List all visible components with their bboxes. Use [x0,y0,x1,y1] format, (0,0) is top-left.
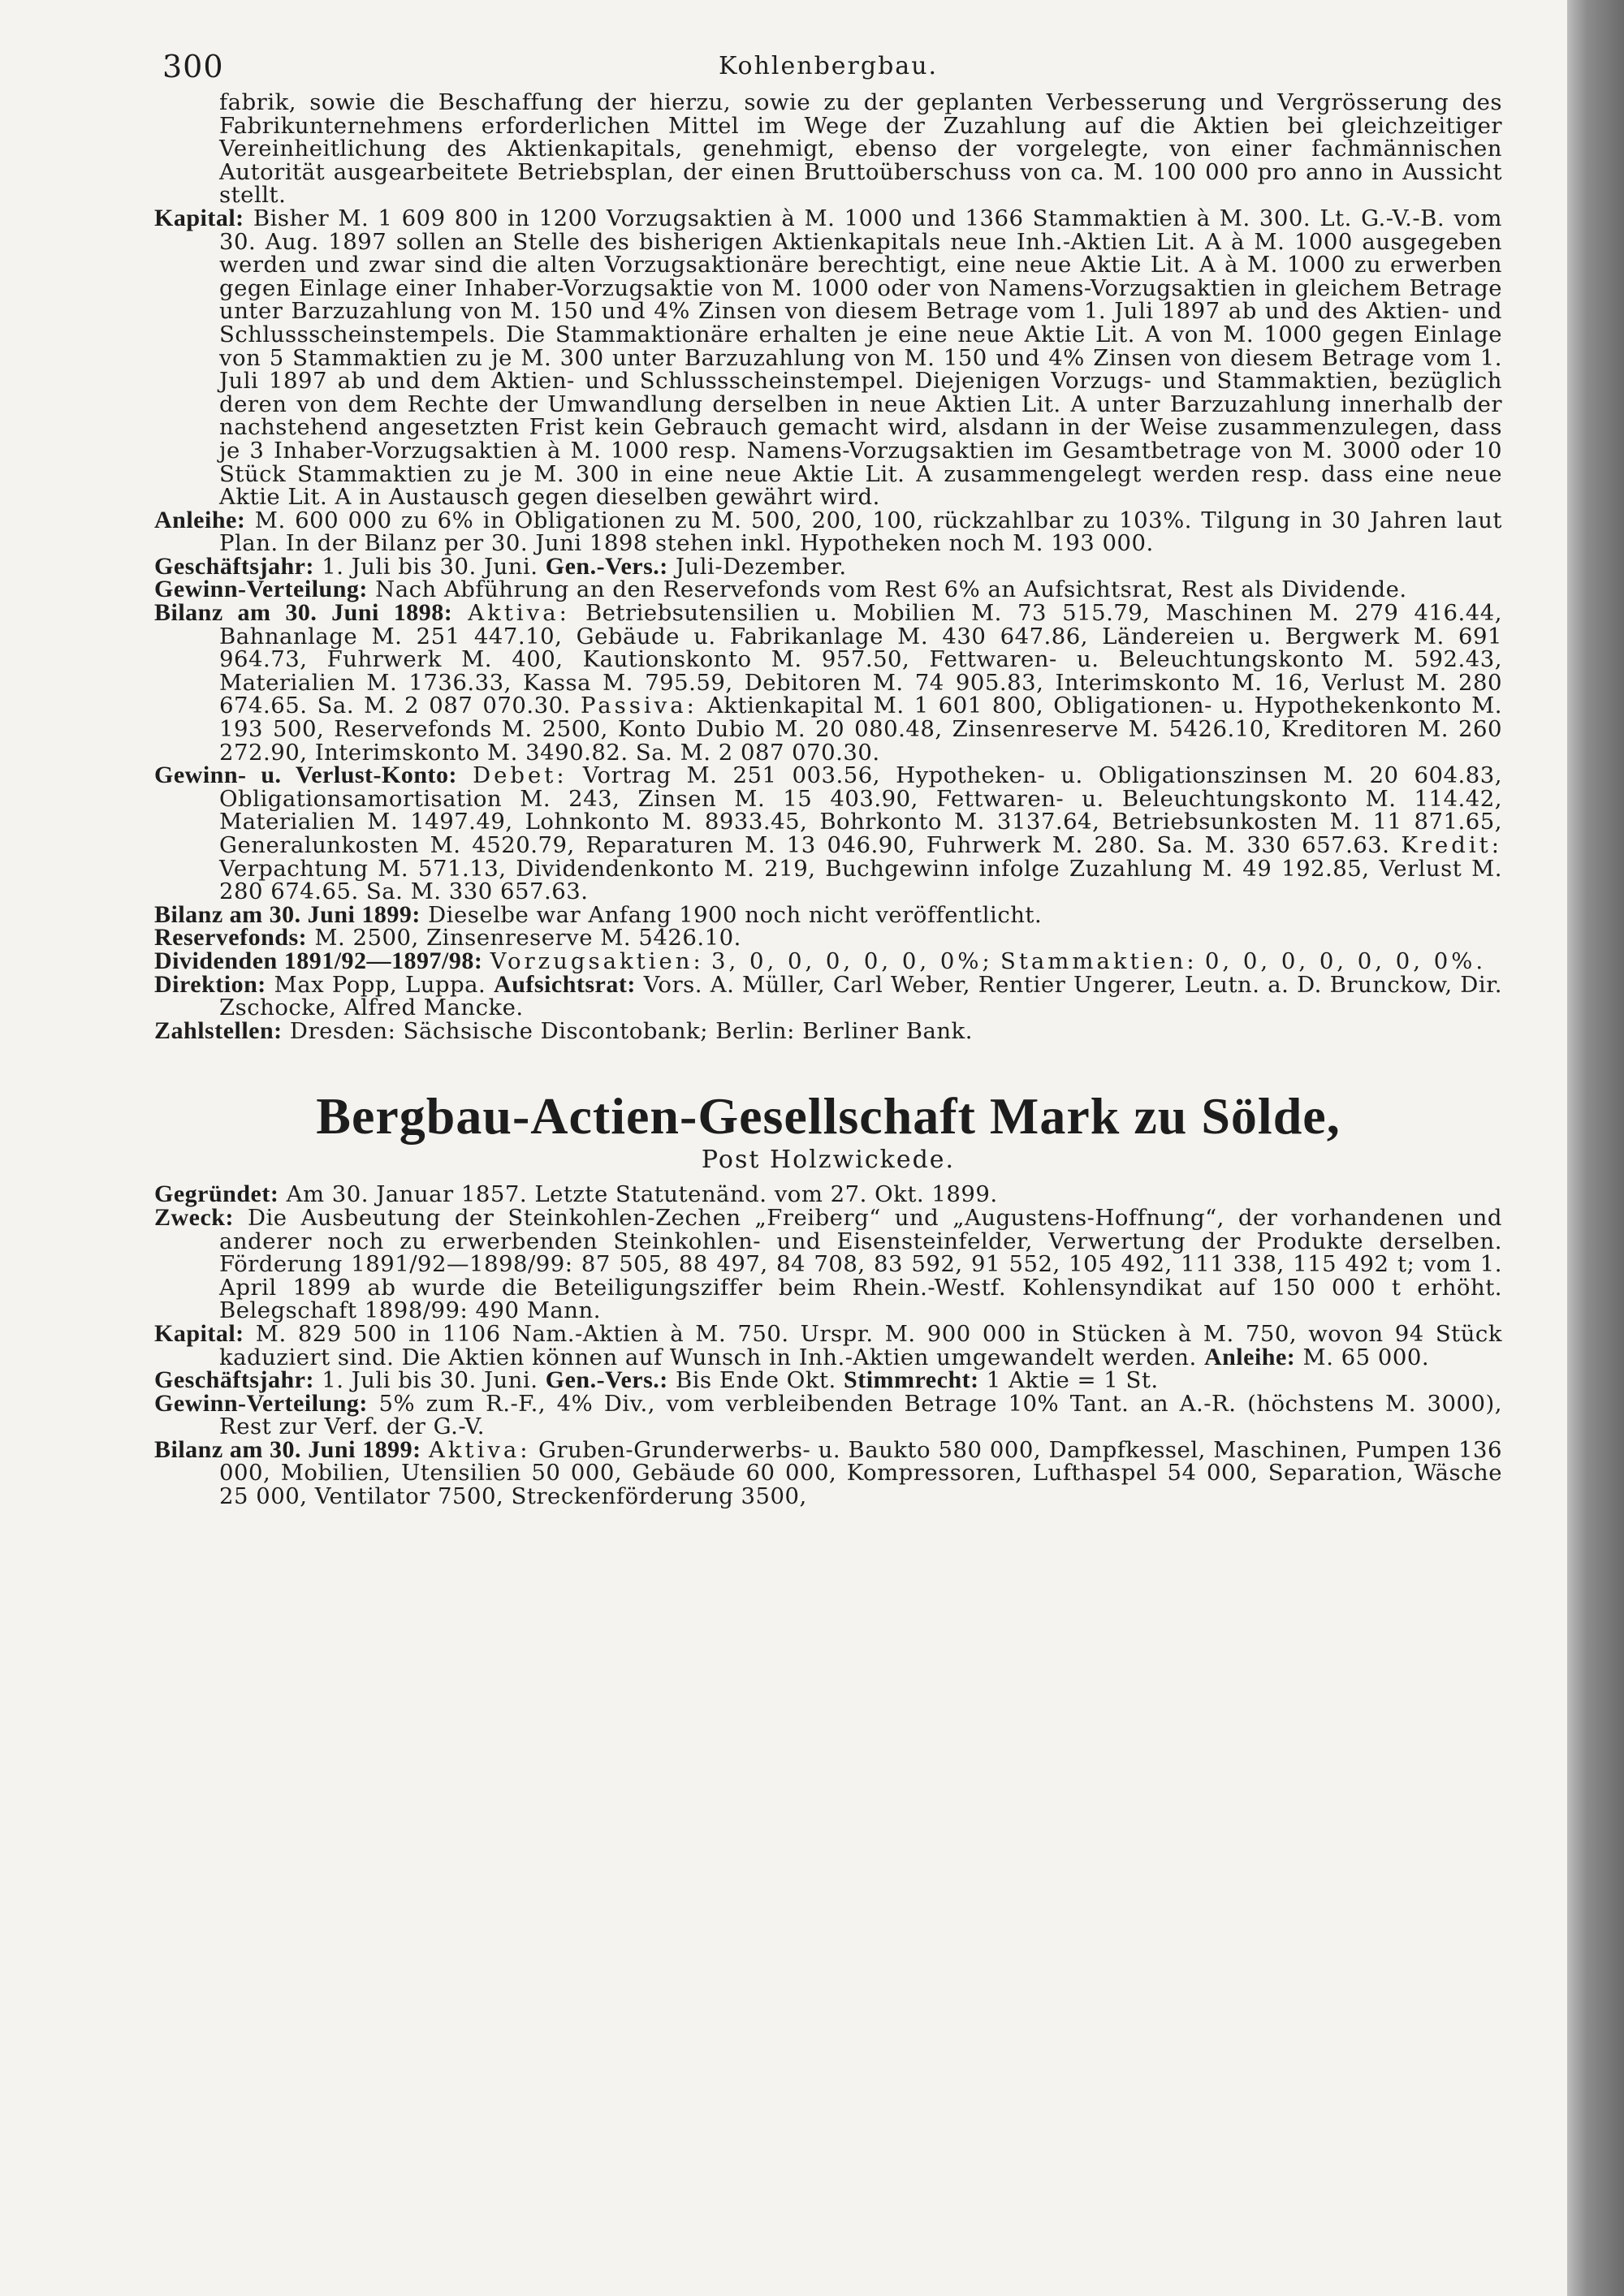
kapital-section: Kapital: Bisher M. 1 609 800 in 1200 Vorzugsaktien à M. 1000 und 1366 Stammaktien à M. 300. Lt. G.-V.-B. vom 30. Aug. 1897 sollen an Stelle des bisherigen Aktienkapitals neue Inh.-Aktien Lit. A à M. 1000 ausgegeben werden und zwar sind die alten Vorzugsaktionäre berechtigt, eine neue Aktie Lit. A à M. 1000 zu erwerben gegen Einlage einer Inhaber-Vorzugsaktie von M. 1000 oder von Namens-Vorzugsaktien in gleichem Betrage unter Barzuzahlung von M. 150 und 4% Zinsen von diesem Betrage vom 1. Juli 1897 ab und des Aktien- und Schlussscheinstempels. Die Stammaktionäre erhalten je eine neue Aktie Lit. A von M. 1000 gegen Einlage von 5 Stammaktien zu je M. 300 unter Barzuzahlung von M. 150 und 4% Zinsen von diesem Betrage vom 1. Juli 1897 ab und dem Aktien- und Schlussscheinstempel. Diejenigen Vorzugs- und Stammaktien, bezüglich deren von dem Rechte der Umwandlung derselben in neue Aktien Lit. A unter Barzuzahlung innerhalb der nachstehend angesetzten Frist kein Gebrauch gemacht wird, alsdann in der Weise zusammenzulegen, dass je 3 Inhaber-Vorzugsaktien à M. 1000 resp. Namens-Vorzugsaktien im Gesamtbetrage von M. 3000 oder 10 Stück Stammaktien zu je M. 300 in eine neue Aktie Lit. A zusammengelegt werden resp. dass eine neue Aktie Lit. A in Austausch gegen dieselben gewährt wird. [154,204,1502,511]
geschaeftsjahr-section: Geschäftsjahr: 1. Juli bis 30. Juni. Gen.-Vers.: Juli-Dezember. [154,552,847,580]
page [154,49,1502,1508]
zahlstellen-section: Zahlstellen: Dresden: Sächsische Discontobank; Berlin: Berliner Bank. [154,1016,973,1044]
scan-edge-shadow [1567,0,1624,2296]
gegruendet-section: Gegründet: Am 30. Januar 1857. Letzte Statutenänd. vom 27. Okt. 1899. [154,1180,998,1208]
reservefonds-section: Reservefonds: M. 2500, Zinsenreserve M. 5426.10. [154,924,741,952]
anleihe-section: Anleihe: M. 600 000 zu 6% in Obligationen zu M. 500, 200, 100, rückzahlbar zu 103%. Tilgung in 30 Jahren laut Plan. In der Bilanz per 30. Juni 1898 stehen inkl. Hypotheken noch M. 193 000. [154,506,1502,557]
bilanz-1898-section: Bilanz am 30. Juni 1898: Aktiva: Betriebsutensilien u. Mobilien M. 73 515.79, Maschinen M. 279 416.44, Bahnanlage M. 251 447.10, Gebäude u. Fabrikanlage M. 430 647.86, Ländereien u. Bergwerk M. 691 964.73, Fuhrwerk M. 400, Kautionskonto M. 957.50, Fettwaren- u. Beleuchtungskonto M. 592.43, Materialien M. 1736.33, Kassa M. 795.59, Debitoren M. 74 905.83, Interimskonto M. 16, Verlust M. 280 674.65. Sa. M. 2 087 070.30. Passiva: Aktienkapital M. 1 601 800, Obligationen- u. Hypothekenkonto M. 193 500, Reservefonds M. 2500, Konto Dubio M. 20 080.48, Zinsenreserve M. 5426.10, Kreditoren M. 260 272.90, Interimskonto M. 3490.82. Sa. M. 2 087 070.30. [154,599,1502,766]
company-kapital-section: Kapital: M. 829 500 in 1106 Nam.-Aktien à M. 750. Urspr. M. 900 000 in Stücken à M. 750, wovon 94 Stück kaduziert sind. Die Aktien können auf Wunsch in Inh.-Aktien umgewandelt werden. Anleihe: M. 65 000. [154,1319,1502,1370]
continuation-text: fabrik, sowie die Beschaffung der hierzu, sowie zu der geplanten Verbesserung und Vergrösserung des Fabrikunternehmens erforderlichen Mittel im Wege der Zuzahlung auf die Aktien bei gleichzeitiger Vereinheitlichung des Aktienkapitals, genehmigt, ebenso der vorgelegte, von einer fachmännischen Autorität ausgearbeitete Betriebsplan, der einen Bruttoüberschuss von ca. M. 100 000 pro anno in Aussicht stellt. [219,89,1502,209]
running-head [154,49,1502,91]
company-geschaeftsjahr-section: Geschäftsjahr: 1. Juli bis 30. Juni. Gen.-Vers.: Bis Ende Okt. Stimmrecht: 1 Aktie = 1 St. [154,1366,1159,1394]
company-bilanz-section: Bilanz am 30. Juni 1899: Aktiva: Gruben-Grunderwerbs- u. Baukto 580 000, Dampfkessel, Maschinen, Pumpen 136 000, Mobilien, Utensilien 50 000, Gebäude 60 000, Kompressoren, Lufthaspel 54 000, Separation, Wäsche 25 000, Ventilator 7500, Streckenförderung 3500, [154,1435,1502,1510]
company-gewinn-verteilung-section: Gewinn-Verteilung: 5% zum R.-F., 4% Div., vom verbleibenden Betrage 10% Tant. an A.-R. (höchstens M. 3000), Rest zur Verf. der G.-V. [154,1389,1502,1440]
gewinn-verteilung-section: Gewinn-Verteilung: Nach Abführung an den Reservefonds vom Rest 6% an Aufsichtsrat, Rest als Dividende. [154,576,1407,603]
bilanz-1899-section: Bilanz am 30. Juni 1899: Dieselbe war Anfang 1900 noch nicht veröffentlicht. [154,900,1043,928]
previous-company-entry [154,91,1502,1042]
dividenden-section: Dividenden 1891/92—1897/98: Vorzugsaktien: 3, 0, 0, 0, 0, 0, 0%; Stammaktien: 0, 0, 0, 0, 0, 0, 0%. [154,947,1487,974]
zweck-section: Zweck: Die Ausbeutung der Steinkohlen-Zechen „Freiberg“ und „Augustens-Hoffnung“, der vorhandenen und anderer noch zu erwerbenden Steinkohlen- und Eisensteinfelder, Verwertung der Produkte derselben. Förderung 1891/92—1898/99: 87 505, 88 497, 84 708, 83 592, 91 552, 105 492, 111 338, 115 492 t; vom 1. April 1899 ab wurde die Beteiligungsziffer beim Rhein.-Westf. Kohlensyndikat auf 150 000 t erhöht. Belegschaft 1898/99: 490 Mann. [154,1203,1502,1324]
direktion-section: Direktion: Max Popp, Luppa. Aufsichtsrat: Vors. A. Müller, Carl Weber, Rentier Ungerer, Leutn. a. D. Brunckow, Dir. Zschocke, Alfred Mancke. [154,970,1503,1021]
company-entry [154,1087,1502,1508]
company-post: Post Holzwickede. [701,1146,956,1175]
page-number: 300 [162,49,224,84]
gewinn-verlust-konto-section: Gewinn- u. Verlust-Konto: Debet: Vortrag M. 251 003.56, Hypotheken- u. Obligationszinsen M. 20 604.83, Obligationsamortisation M. 243, Zinsen M. 15 403.90, Fettwaren- u. Beleuchtungskonto M. 114.42, Materialien M. 1497.49, Lohnkonto M. 8933.45, Bohrkonto M. 3137.64, Betriebsunkosten M. 11 871.65, Generalunkosten M. 4520.79, Reparaturen M. 13 046.90, Fuhrwerk M. 280. Sa. M. 330 657.63. Kredit: Verpachtung M. 571.13, Dividendenkonto M. 219, Buchgewinn infolge Zuzahlung M. 49 192.85, Verlust M. 280 674.65. Sa. M. 330 657.63. [154,762,1502,905]
running-title: Kohlenbergbau. [718,52,939,80]
company-title: Bergbau-Actien-Gesellschaft Mark zu Sölde, [316,1087,1341,1146]
